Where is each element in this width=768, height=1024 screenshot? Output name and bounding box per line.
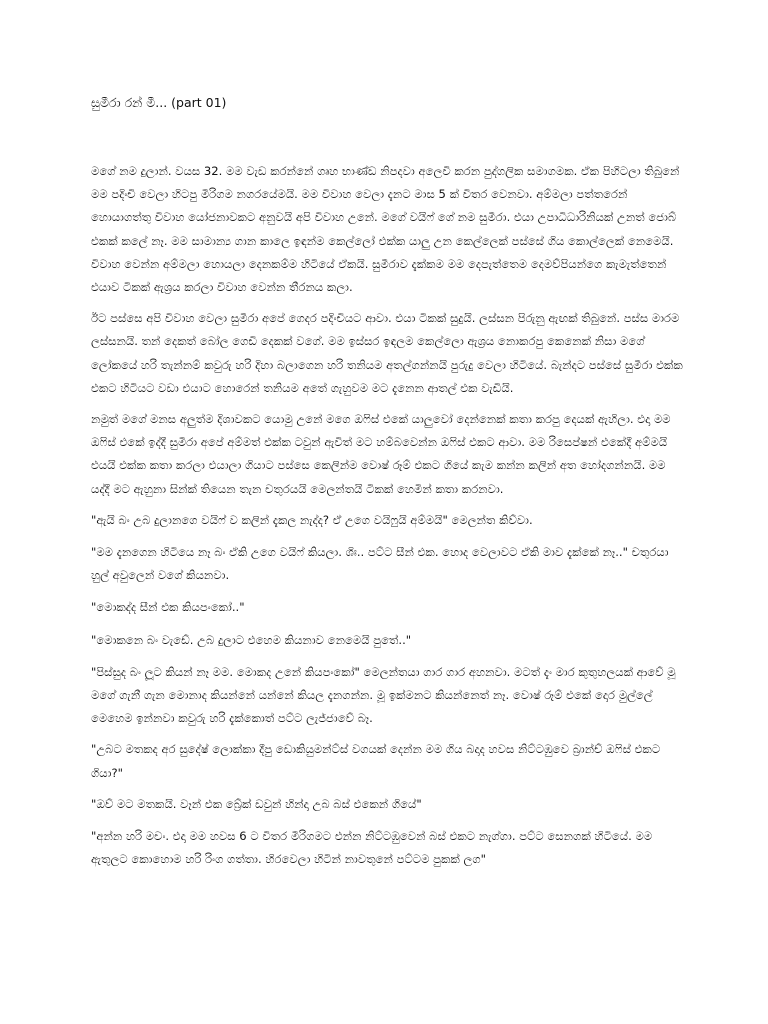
paragraph-2: ඊට පස්සෙ අපි විවාහ වෙලා සුමීරා අපේ ගෙදර පදිංචියට ආවා. එයා ටිකක් සුදුයි. ලස්සන පිරුනු ඇඟක් තිබුනේ. පස්ස මාරම ලස්සනයි. තන් දෙකත් බෝල ගෙඩි දෙකක් වගේ. මම ඉස්සර ඉඳලම කෙල්ලො ඇශ්‍රය නොකරපු කෙනෙක් නිසා මගේ ලෝකයේ හරි තැන්නම් කවුරු හරි දිහා බලාගෙන හරි තනියම අතල්ගන්නයි පුරුදු වෙලා හිටියේ. බැන්දට පස්සේ සුමීරා එක්ක එකට හිටියට වඩා එයාට හොරෙන් තනියම අතේ ගැහුවම මට දැනෙන ආතල් එක වැඩියි. [91,311,683,395]
paragraph-3: නමුත් මගේ මනස අලුත්ම දිශාවකට යොමු උනේ මගෙ ඔෆිස් එකේ යාලුවෝ දෙන්නෙක් කතා කරපු දෙයක් ඇහිලා. එදා මම ඔෆිස් එකේ ඉද්දී සුමීරා අපේ අම්මත් එක්ක ටවුන් ඇවිත් මට හම්බවෙන්න ඔෆිස් එකට ආවා. මම රිසෙප්ෂන් එකේදී අම්මයි එයයි එක්ක කතා කරලා එයාලා ගියාට පස්සෙ කෙලින්ම වොෂ් රූම් එකට ගියේ කැම කන්න කලින් අත හෝදගන්නයි. මම යද්දී මට ඇහුනා සින්ක් තියෙන තැන චතුරයයි මෙලන්තයි ටිකක් හෙමින් කතා කරනවා. [91,412,671,496]
paragraph-1: මගේ නම දුලාන්. වයස 32. මම වැඩ කරන්නේ ගෘහ භාණ්ඩ නිපදවා අලෙවි කරන පුද්ගලික සමාගමක. ඒක පිහිටලා තිබුනේ මම පදිංචි වෙලා හිටපු මීරිගම නගරයේමයි. මම විවාහ වෙලා දැනට මාස 5 ක් විතර වෙනවා. අම්මලා පත්තරෙන් හොයාගත්තු විවාහ යෝජනාවකට අනුවයි අපි විවාහ උනේ. මගේ වයිෆ් ගේ නම සුමීරා. එයා උපාධිධාරිනියක් උනත් ජොබ් එකක් කලේ නෑ. මම සාමාන්‍ය ගාන කාලෙ ඉඳන්ම කෙල්ලෝ එක්ක යාලු උන කෙල්ලෙක් පස්සේ ගිය කොල්ලෙක් නෙමෙයි. විවාහ වෙන්න අම්මලා හොයලා දෙනකම්ම හිටියේ ඒකයි. සුමීරාව දැක්කම මම දෙපැත්තෙම දෙමව්පියන්ගෙ කැමැත්තෙන් එයාව ටිකක් ඇශ්‍රය කරලා විවාහ වෙන්න තීරනය කලා. [91,164,680,295]
document-title: සුමීරා රන් මී... (part 01) [91,95,227,110]
paragraph-4: "ඇයි බං උබ දුලානගෙ වයිෆ් ව කලින් දැකල නැද්ද? ඒ උගෙ වයිෆුයි අම්මයි" මෙලන්ත කිව්වා. [91,512,533,527]
paragraph-5: "මම දැනගෙන හිටියෙ නෑ බං ඒකි උගෙ වයිෆ් කියලා. ශිඃ.. පට්ට සීන් එක. හොද වෙලාවට ඒකි මාව දැක්කේ නෑ.." චතුරයා හුල් අවුලෙන් වගේ කියනවා. [91,545,669,583]
paragraph-8: "පිස්සුද බං ලූට කියන් නෑ මම. මොකද උනේ කියපංකෝ" මෙලන්තයා ගාර ගාර අහනවා. මටත් දැං මාර කුතුහලයක් ආවේ මූ මගේ ගැනී ගැන මොනාද කියන්නේ යන්නේ කියල දැනගන්න. මූ ඉක්මනට කියන්නෙත් නෑ. වොෂ් රූම් එකේ දොර මුල්ලේ මෙහෙම ඉන්නවා කවුරු හරි දැක්කොත් පට්ට ලැජ්ජාවේ බෑ. [91,664,676,726]
document-page [91,94,687,879]
paragraph-11: "අන්න හරි මචං. එදා මම හවස 6 ට විතර මීරිගමට එන්න නිට්ටඹුවෙන් බස් එකට නැග්ගා. පට්ට සෙනගක් හිටියේ. මම ඇතුලට කොහොම හරි රිංග ගත්තා. හිරවෙලා හිටින් නාවතුනේ පට්ටම පුකක් ලග" [91,829,653,867]
paragraph-9: "උබට මතකද අර සුදේෂ් ලොක්කා දීපු ඩොකියුමන්ට්ස් වගයක් දෙන්න මම ගිය බදාද හවස නිට්ටඹුවෙ බ්‍රාන්ච් ඔෆිස් එකට ගියා?" [91,742,661,780]
paragraph-10: "ඔව් මට මතකයි. වෑන් එක බ්‍රේක් ඩවුන් හින්දා උබ බස් එකෙන් ගියේ" [91,796,422,811]
paragraph-6: "මොකද්ද සීන් එක කියපංකෝ.." [91,600,245,615]
paragraph-7: "මොකනෙ බං වැඩේ. උබ දුලාට එහෙම කියනාව නෙමෙයි පුතේ.." [91,632,412,647]
